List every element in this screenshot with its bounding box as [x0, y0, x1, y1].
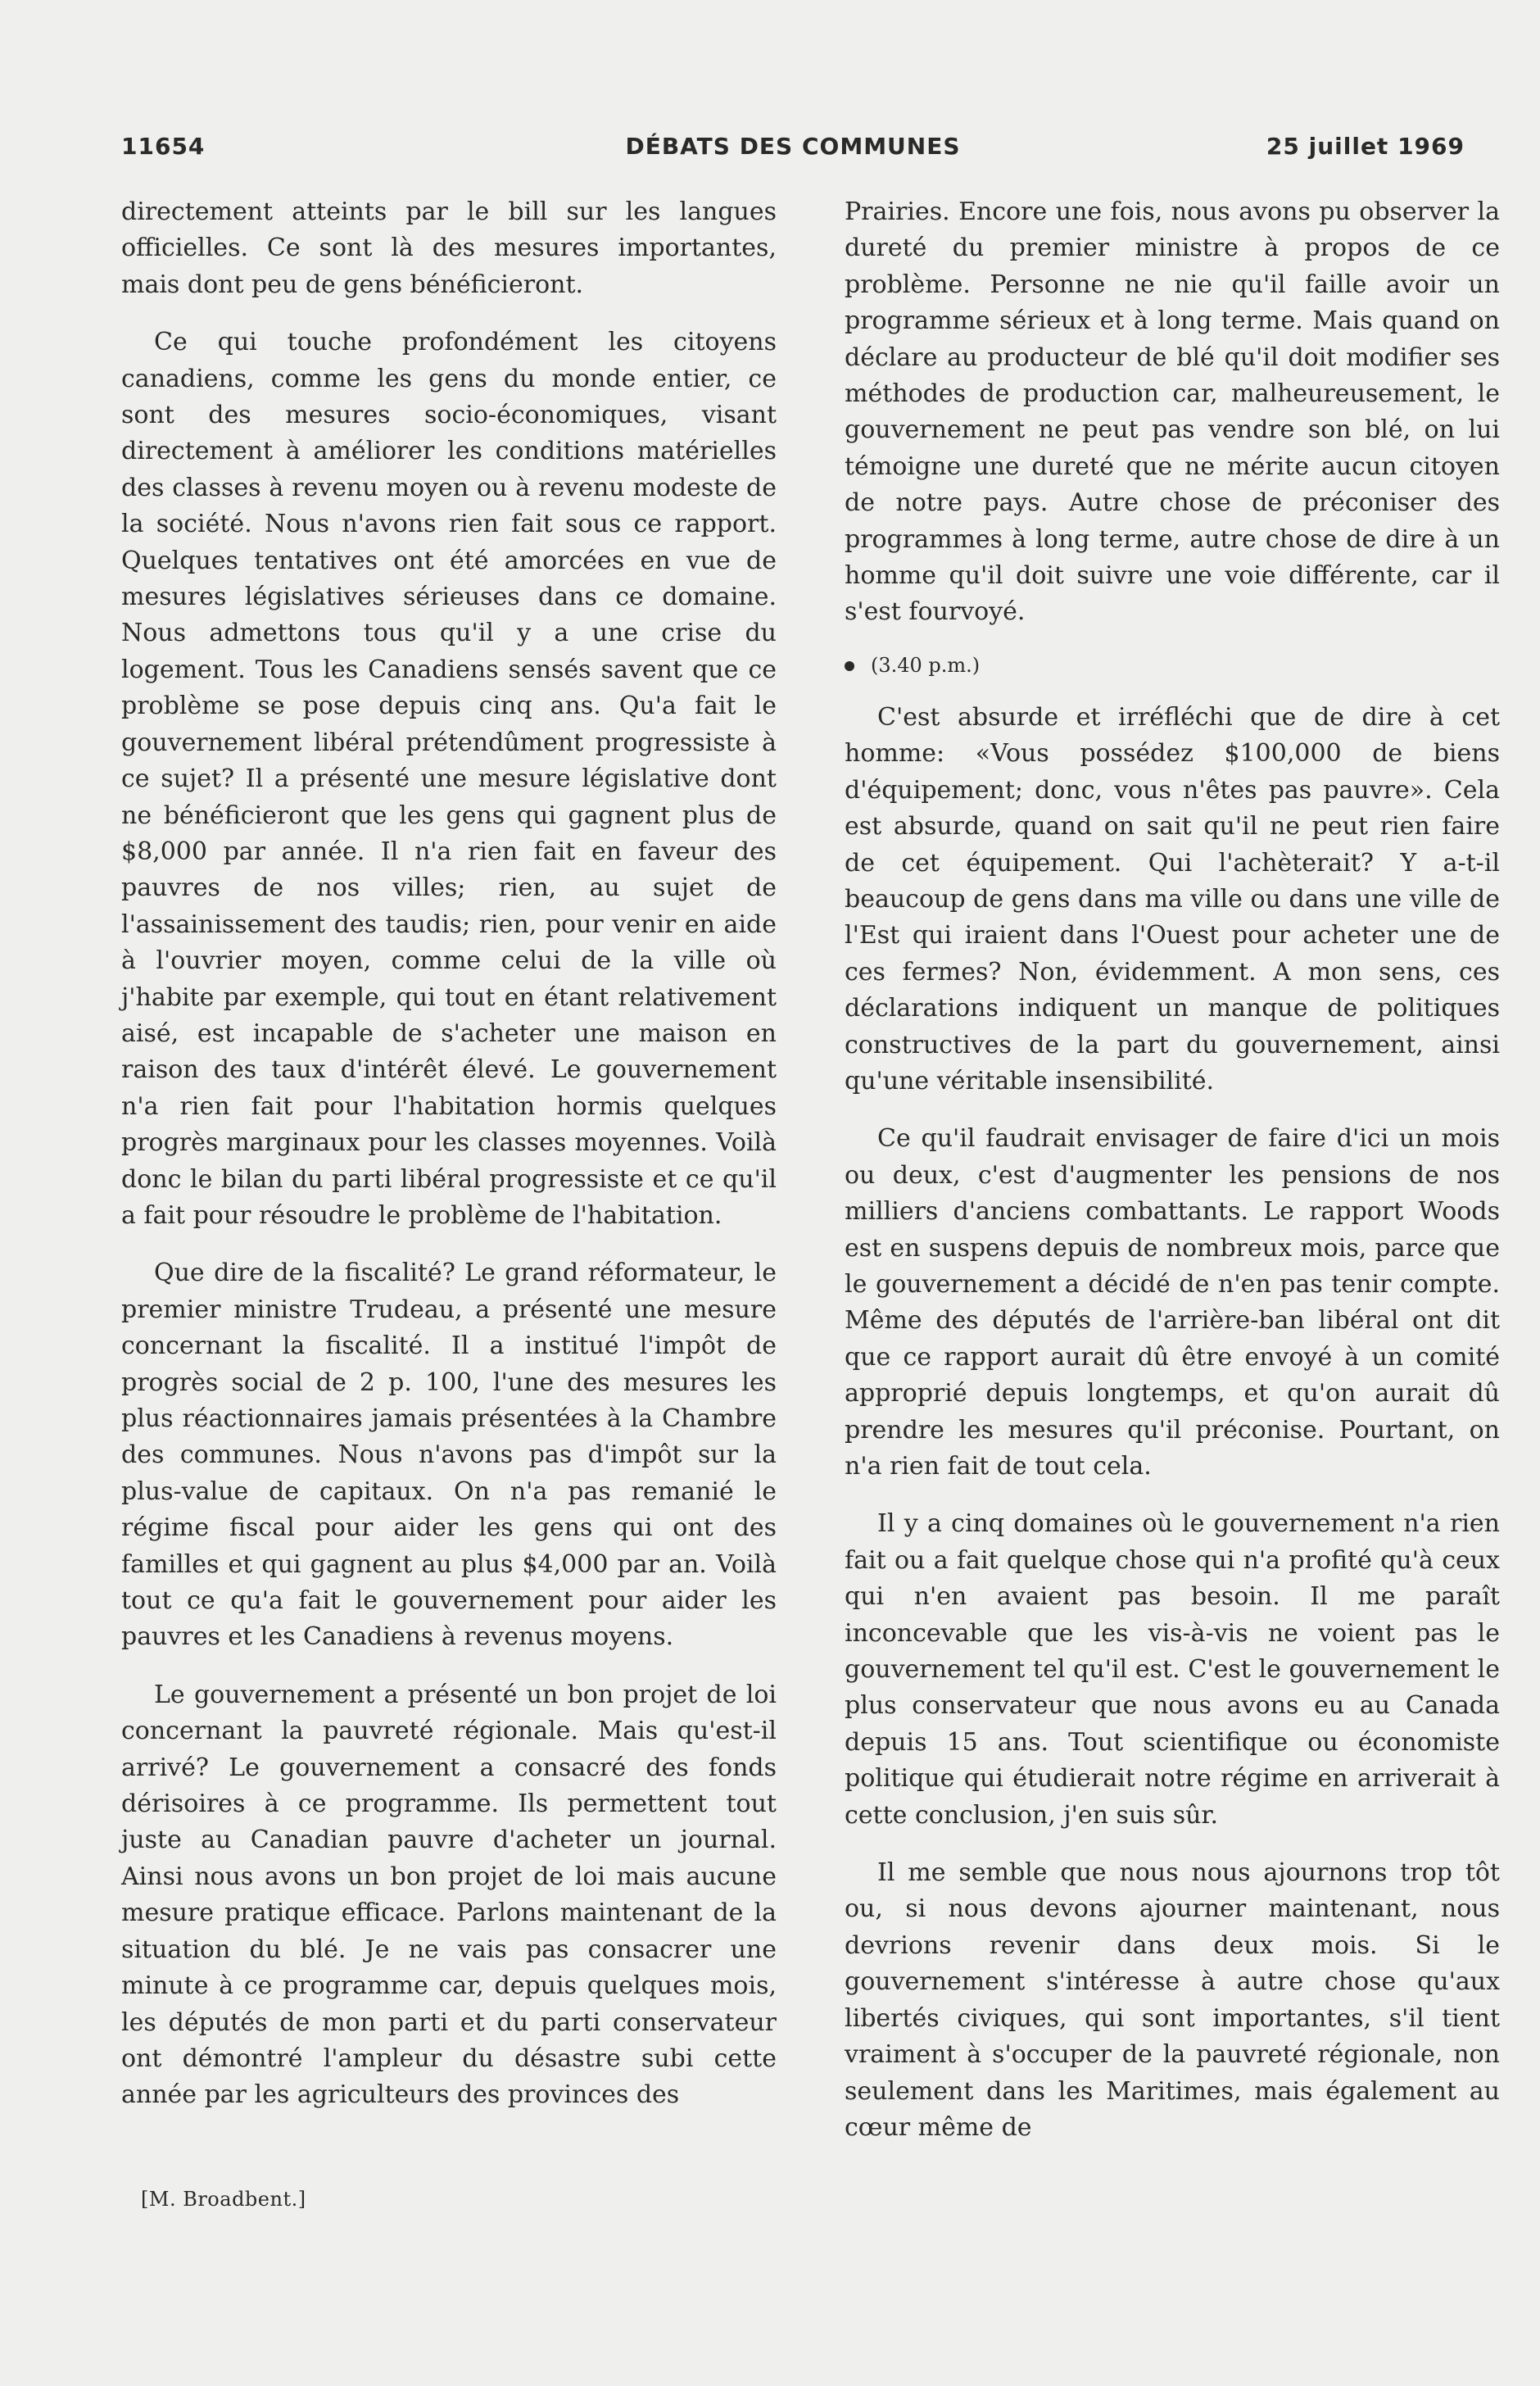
- page-header: [121, 133, 1465, 174]
- publication-title: DÉBATS DES COMMUNES: [625, 133, 961, 160]
- right-column: [845, 194, 1500, 2167]
- paragraph: Le gouvernement a présenté un bon projet de loi concernant la pauvreté régionale. Mais qu'est-il arrivé? Le gouvernement a consacré des fonds dérisoires à ce programme. Ils permettent tout juste au Canadian pauvre d'acheter un journal. Ainsi nous avons un bon projet de loi mais aucune mesure pratique efficace. Parlons maintenant de la situation du blé. Je ne vais pas consacrer une minute à ce programme car, depuis quelques mois, les députés de mon parti et du parti conservateur ont démontré l'ampleur du désastre subi cette année par les agriculteurs des provinces des: [121, 1680, 777, 2110]
- bullet-dot-icon: [845, 661, 854, 671]
- document-page: [121, 123, 1500, 2352]
- paragraph: Ce qui touche profondément les citoyens canadiens, comme les gens du monde entier, ce sont des mesures socio-économiques, visant directement à améliorer les conditions matérielles des classes à revenu moyen ou à revenu modeste de la société. Nous n'avons rien fait sous ce rapport. Quelques tentatives ont été amorcées en vue de mesures législatives sérieuses dans ce domaine. Nous admettons tous qu'il y a une crise du logement. Tous les Canadiens sensés savent que ce problème se pose depuis cinq ans. Qu'a fait le gouvernement libéral prétendûment progressiste à ce sujet? Il a présenté une mesure législative dont ne bénéficieront que les gens qui gagnent plus de $8,000 par année. Il n'a rien fait en faveur des pauvres de nos villes; rien, au sujet de l'assainissement des taudis; rien, pour venir en aide à l'ouvrier moyen, comme celui de la ville où j'habite par exemple, qui tout en étant relativement aisé, est incapable de s'acheter une maison en raison des taux d'intérêt élevé. Le gouvernement n'a rien fait pour l'habitation hormis quelques progrès marginaux pour les classes moyennes. Voilà donc le bilan du parti libéral progressiste et ce qu'il a fait pour résoudre le problème de l'habitation.: [121, 328, 777, 1230]
- paragraph: directement atteints par le bill sur les langues officielles. Ce sont là des mesures importantes, mais dont peu de gens bénéficieront.: [121, 197, 777, 299]
- page-number: 11654: [121, 133, 206, 160]
- speaker-attribution: [M. Broadbent.]: [141, 2188, 306, 2211]
- timestamp-text: (3.40 p.m.): [871, 653, 981, 677]
- publication-date: 25 juillet 1969: [1266, 133, 1465, 160]
- paragraph: Ce qu'il faudrait envisager de faire d'ici un mois ou deux, c'est d'augmenter les pensions de nos milliers d'anciens combattants. Le rapport Woods est en suspens depuis de nombreux mois, parce que le gouvernement a décidé de n'en pas tenir compte. Même des députés de l'arrière-ban libéral ont dit que ce rapport aurait dû être envoyé à un comité approprié depuis longtemps, et qu'on aurait dû prendre les mesures qu'il préconise. Pourtant, on n'a rien fait de tout cela.: [845, 1124, 1500, 1481]
- paragraph: Prairies. Encore une fois, nous avons pu observer la dureté du premier ministre à propos de ce problème. Personne ne nie qu'il faille avoir un programme sérieux et à long terme. Mais quand on déclare au producteur de blé qu'il doit modifier ses méthodes de production car, malheureusement, le gouvernement ne peut pas vendre son blé, on lui témoigne une dureté que ne mérite aucun citoyen de notre pays. Autre chose de préconiser des programmes à long terme, autre chose de dire à un homme qu'il doit suivre une voie différente, car il s'est fourvoyé.: [845, 197, 1500, 627]
- paragraph: Que dire de la fiscalité? Le grand réformateur, le premier ministre Trudeau, a présenté une mesure concernant la fiscalité. Il a institué l'impôt de progrès social de 2 p. 100, l'une des mesures les plus réactionnaires jamais présentées à la Chambre des communes. Nous n'avons pas d'impôt sur la plus-value de capitaux. On n'a pas remanié le régime fiscal pour aider les gens qui ont des familles et qui gagnent au plus $4,000 par an. Voilà tout ce qu'a fait le gouvernement pour aider les pauvres et les Canadiens à revenus moyens.: [121, 1259, 777, 1652]
- timestamp-marker: [845, 649, 1500, 682]
- paragraph: Il me semble que nous nous ajournons trop tôt ou, si nous devons ajourner maintenant, nous devrions revenir dans deux mois. Si le gouvernement s'intéresse à autre chose qu'aux libertés civiques, qui sont importantes, s'il tient vraiment à s'occuper de la pauvreté régionale, non seulement dans les Maritimes, mais également au cœur même de: [845, 1858, 1500, 2142]
- left-column: [121, 194, 777, 2135]
- paragraph: C'est absurde et irréfléchi que de dire à cet homme: «Vous possédez $100,000 de biens d'équipement; donc, vous n'êtes pas pauvre». Cela est absurde, quand on sait qu'il ne peut rien faire de cet équipement. Qui l'achèterait? Y a-t-il beaucoup de gens dans ma ville ou dans une ville de l'Est qui iraient dans l'Ouest pour acheter une de ces fermes? Non, évidemment. A mon sens, ces déclarations indiquent un manque de politiques constructives de la part du gouvernement, ainsi qu'une véritable insensibilité.: [845, 702, 1500, 1095]
- paragraph: Il y a cinq domaines où le gouvernement n'a rien fait ou a fait quelque chose qui n'a profité qu'à ceux qui n'en avaient pas besoin. Il me paraît inconcevable que les vis-à-vis ne voient pas le gouvernement tel qu'il est. C'est le gouvernement le plus conservateur que nous avons eu au Canada depuis 15 ans. Tout scientifique ou économiste politique qui étudierait notre régime en arriverait à cette conclusion, j'en suis sûr.: [845, 1509, 1500, 1830]
